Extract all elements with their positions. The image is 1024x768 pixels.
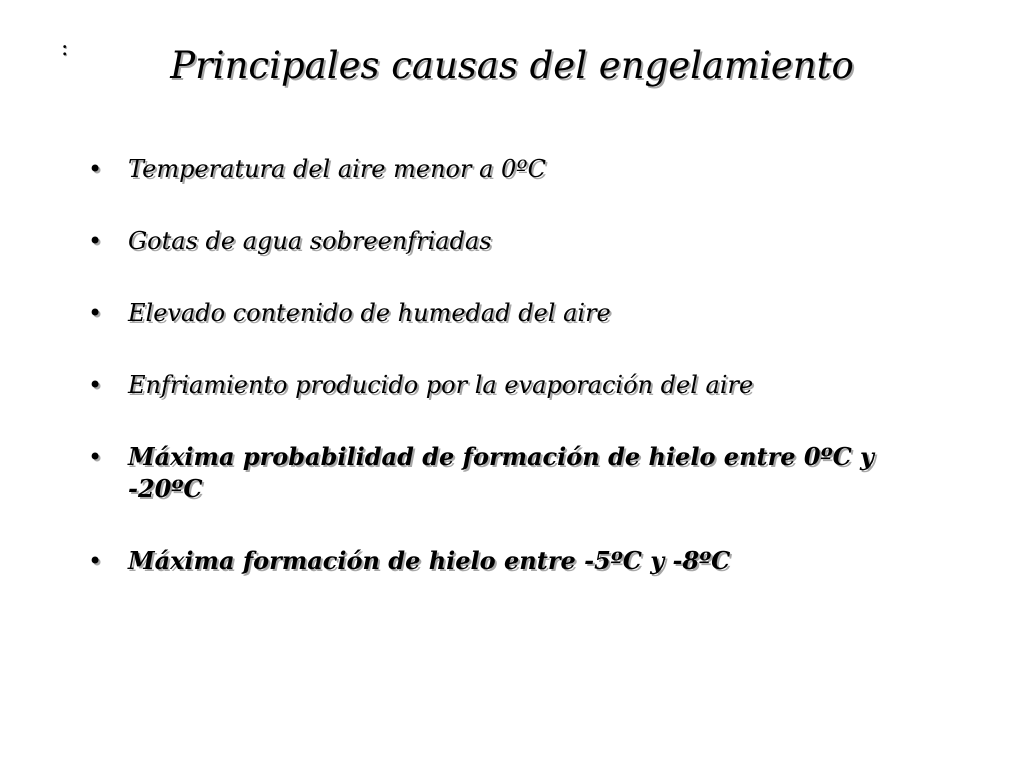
slide-title: Principales causas del engelamiento [170, 44, 854, 87]
corner-mark: : [61, 36, 69, 61]
bullet-dot-icon: • [88, 155, 103, 183]
bullet-dot-icon: • [88, 547, 103, 575]
bullet-dot-icon: • [88, 227, 103, 255]
bullet-item [88, 297, 948, 329]
bullet-item [88, 153, 948, 185]
bullet-text: Temperatura del aire menor a 0ºC [128, 155, 546, 183]
bullet-list [88, 153, 948, 617]
bullet-item [88, 225, 948, 257]
bullet-text: Gotas de agua sobreenfriadas [128, 227, 492, 255]
bullet-text: Máxima formación de hielo entre -5ºC y -8ºC [128, 546, 731, 575]
bullet-dot-icon: • [88, 443, 103, 471]
bullet-text: Enfriamiento producido por la evaporación del aire [128, 371, 754, 399]
bullet-item [88, 441, 948, 505]
bullet-item [88, 369, 948, 401]
bullet-text: Máxima probabilidad de formación de hielo entre 0ºC y -20ºC [128, 442, 874, 503]
bullet-dot-icon: • [88, 299, 103, 327]
bullet-dot-icon: • [88, 371, 103, 399]
bullet-item [88, 545, 948, 577]
bullet-text: Elevado contenido de humedad del aire [128, 299, 611, 327]
